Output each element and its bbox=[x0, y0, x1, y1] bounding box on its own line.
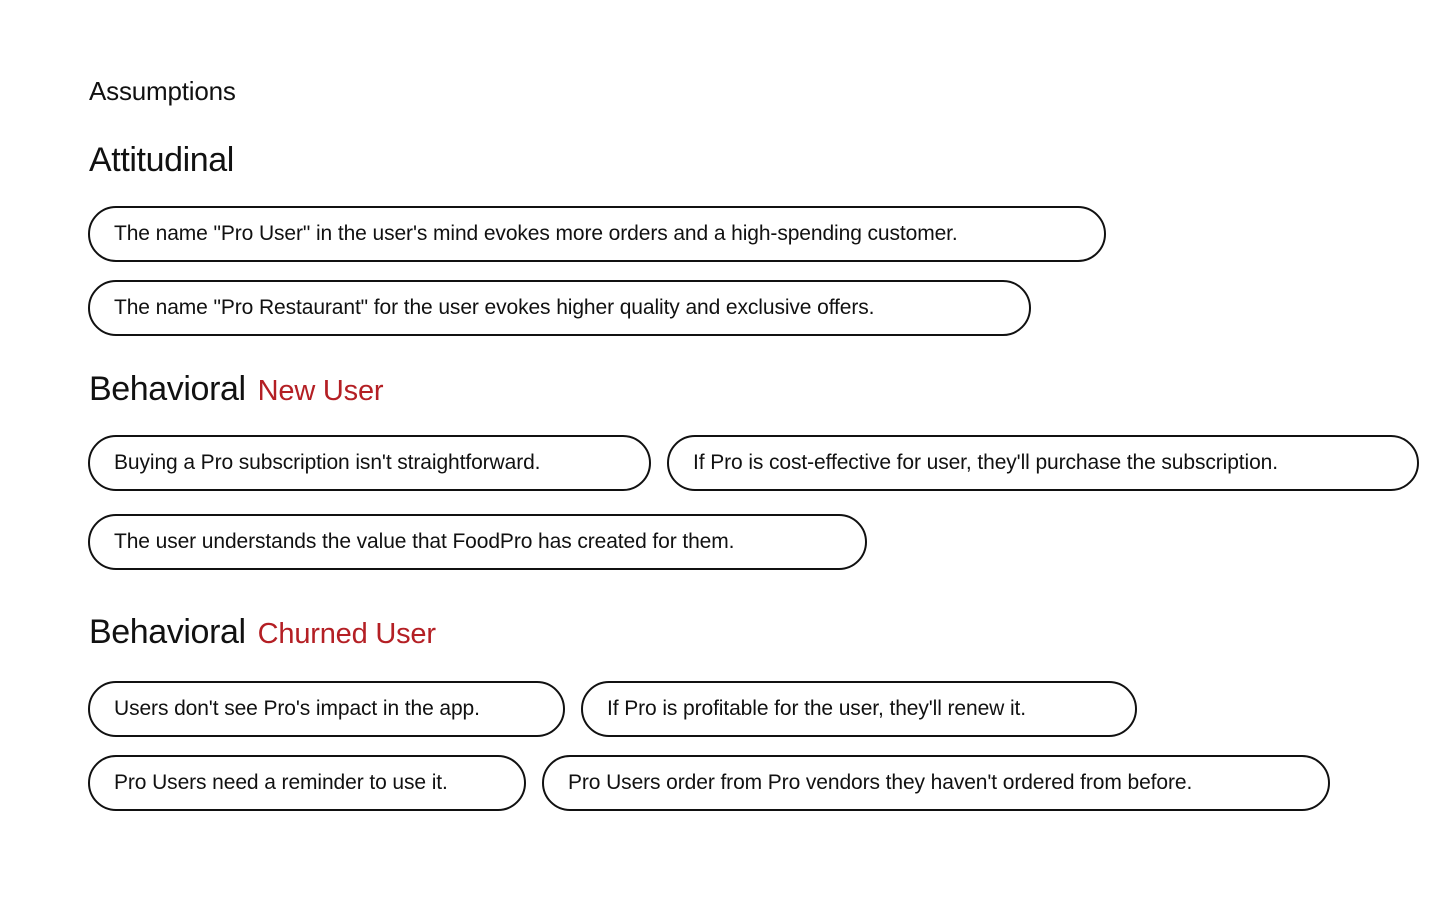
assumption-text: If Pro is profitable for the user, they'll renew it. bbox=[607, 697, 1027, 720]
assumption-text: Pro Users order from Pro vendors they haven't ordered from before. bbox=[568, 771, 1193, 794]
assumption-text: If Pro is cost-effective for user, they'll purchase the subscription. bbox=[693, 451, 1278, 474]
assumption-pill bbox=[88, 206, 1106, 262]
behavioral-new-heading bbox=[89, 369, 383, 411]
new-user-label: New User bbox=[257, 375, 384, 407]
assumption-pill bbox=[88, 514, 867, 570]
assumption-pill bbox=[88, 280, 1031, 336]
assumption-pill bbox=[581, 681, 1137, 737]
assumption-pill bbox=[88, 435, 651, 491]
attitudinal-title: Attitudinal bbox=[89, 141, 234, 179]
churned-user-label: Churned User bbox=[257, 618, 436, 650]
assumption-pill bbox=[88, 755, 526, 811]
assumption-pill bbox=[542, 755, 1330, 811]
assumption-text: The name "Pro User" in the user's mind evokes more orders and a high-spending customer. bbox=[114, 222, 958, 245]
behavioral-new-title: Behavioral bbox=[89, 370, 246, 408]
page-label: Assumptions bbox=[89, 76, 236, 106]
attitudinal-heading bbox=[89, 140, 234, 180]
assumption-text: The user understands the value that FoodPro has created for them. bbox=[114, 530, 735, 553]
assumption-text: Buying a Pro subscription isn't straightforward. bbox=[114, 451, 541, 474]
assumption-text: Pro Users need a reminder to use it. bbox=[114, 771, 448, 794]
assumption-text: The name "Pro Restaurant" for the user evokes higher quality and exclusive offers. bbox=[114, 296, 875, 319]
assumption-pill bbox=[88, 681, 565, 737]
behavioral-churned-heading bbox=[89, 612, 436, 654]
assumption-pill bbox=[667, 435, 1419, 491]
behavioral-churned-title: Behavioral bbox=[89, 613, 246, 651]
assumption-text: Users don't see Pro's impact in the app. bbox=[114, 697, 480, 720]
